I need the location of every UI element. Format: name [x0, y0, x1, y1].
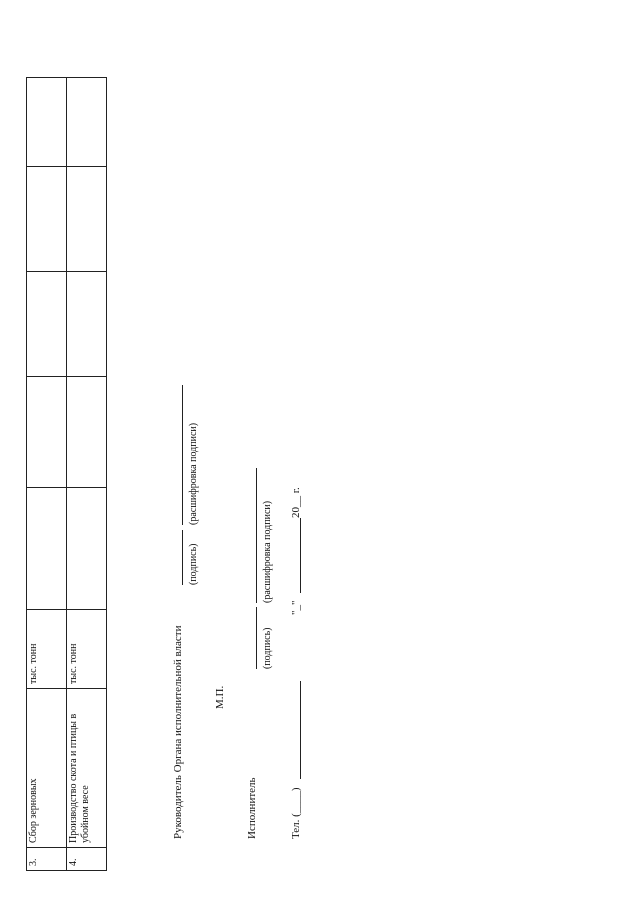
row-number: 4.	[67, 848, 107, 871]
value-cell	[67, 488, 107, 610]
value-cell	[27, 167, 67, 272]
table-row	[27, 78, 67, 871]
executor-transcript-caption: (расшифровка подписи)	[262, 500, 273, 603]
executor-signature-caption: (подпись)	[262, 627, 273, 669]
value-cell	[67, 272, 107, 377]
value-cell	[27, 78, 67, 167]
stamp-label: М.П.	[214, 685, 226, 709]
executor-signature-line	[256, 607, 257, 669]
head-transcript-line	[182, 385, 183, 525]
indicator-name: Сбор зерновых	[27, 689, 67, 848]
executor-transcript-line	[256, 468, 257, 603]
value-cell	[67, 78, 107, 167]
date-year: 20__ г.	[290, 487, 302, 518]
value-cell	[27, 377, 67, 488]
value-cell	[67, 377, 107, 488]
executor-label: Исполнитель	[246, 777, 258, 839]
head-label: Руководитель Органа исполнительной власти	[172, 625, 184, 839]
value-cell	[67, 167, 107, 272]
date-month-line	[300, 518, 301, 593]
row-number: 3.	[27, 848, 67, 871]
indicators-table	[26, 77, 107, 871]
table-row	[67, 78, 107, 871]
value-cell	[27, 272, 67, 377]
head-signature-line	[182, 530, 183, 585]
head-transcript-caption: (расшифровка подписи)	[188, 422, 199, 525]
phone-number-line	[300, 681, 301, 779]
indicator-name: Производство скота и птицы в убойном весе	[67, 689, 107, 848]
unit-cell: тыс. тонн	[27, 610, 67, 689]
head-signature-caption: (подпись)	[188, 543, 199, 585]
phone-label: Тел. (____)	[290, 787, 302, 839]
date-quote-marks: "_"	[290, 600, 302, 615]
unit-cell: тыс. тонн	[67, 610, 107, 689]
value-cell	[27, 488, 67, 610]
